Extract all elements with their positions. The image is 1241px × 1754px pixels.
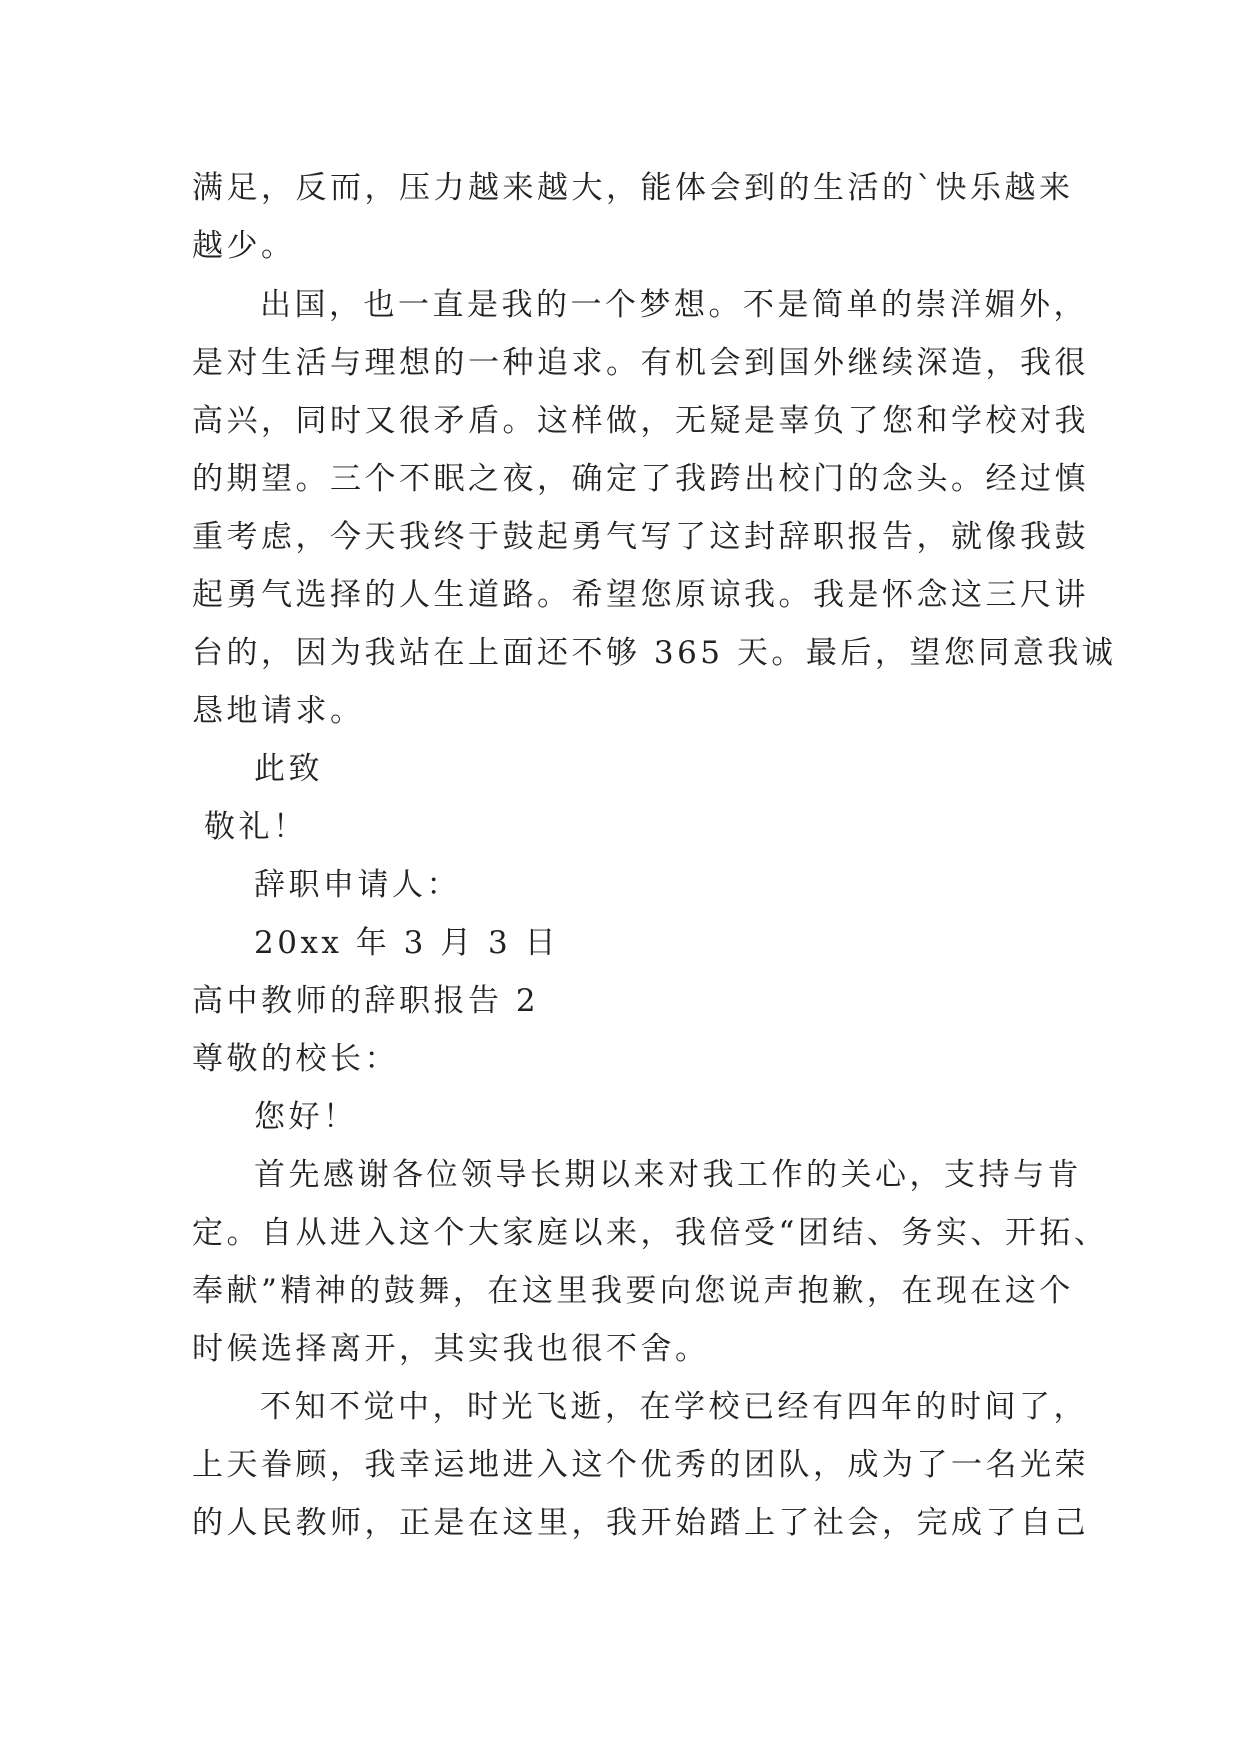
recipient-greeting: 尊敬的校长： [192,1041,399,1077]
text-line: 时候选择离开，其实我也很不舍。 [192,1331,710,1367]
text-line: 定。自从进入这个大家庭以来，我倍受“团结、务实、开拓、 [192,1215,1109,1251]
text-line: 高兴，同时又很矛盾。这样做，无疑是辜负了您和学校对我 [192,403,1089,439]
closing-regards: 敬礼！ [204,809,308,845]
text-line: 的人民教师，正是在这里，我开始踏上了社会，完成了自己 [192,1505,1089,1541]
text-line: 首先感谢各位领导长期以来对我工作的关心，支持与肯 [254,1157,1082,1193]
text-line: 起勇气选择的人生道路。希望您原谅我。我是怀念这三尺讲 [192,577,1089,613]
salutation-closing: 此致 [254,751,323,787]
greeting: 您好！ [254,1099,358,1135]
text-line: 的期望。三个不眠之夜，确定了我跨出校门的念头。经过慎 [192,461,1089,497]
text-line: 恳地请求。 [192,693,365,729]
text-line: 出国，也一直是我的一个梦想。不是简单的崇洋媚外， [260,287,1088,323]
text-line: 上天眷顾，我幸运地进入这个优秀的团队，成为了一名光荣 [192,1447,1089,1483]
text-line: 重考虑，今天我终于鼓起勇气写了这封辞职报告，就像我鼓 [192,519,1089,555]
text-line: 奉献”精神的鼓舞，在这里我要向您说声抱歉，在现在这个 [192,1273,1074,1309]
text-line: 越少。 [192,228,296,264]
text-line: 满足，反而，压力越来越大，能体会到的生活的`快乐越来 [192,170,1074,206]
text-line: 台的，因为我站在上面还不够 365 天。最后，望您同意我诚 [192,635,1117,671]
text-line: 不知不觉中，时光飞逝，在学校已经有四年的时间了， [260,1389,1088,1425]
text-line: 是对生活与理想的一种追求。有机会到国外继续深造，我很 [192,345,1089,381]
signature-label: 辞职申请人： [254,867,461,903]
section-title: 高中教师的辞职报告 2 [192,983,540,1019]
letter-date: 20xx 年 3 月 3 日 [254,925,560,961]
